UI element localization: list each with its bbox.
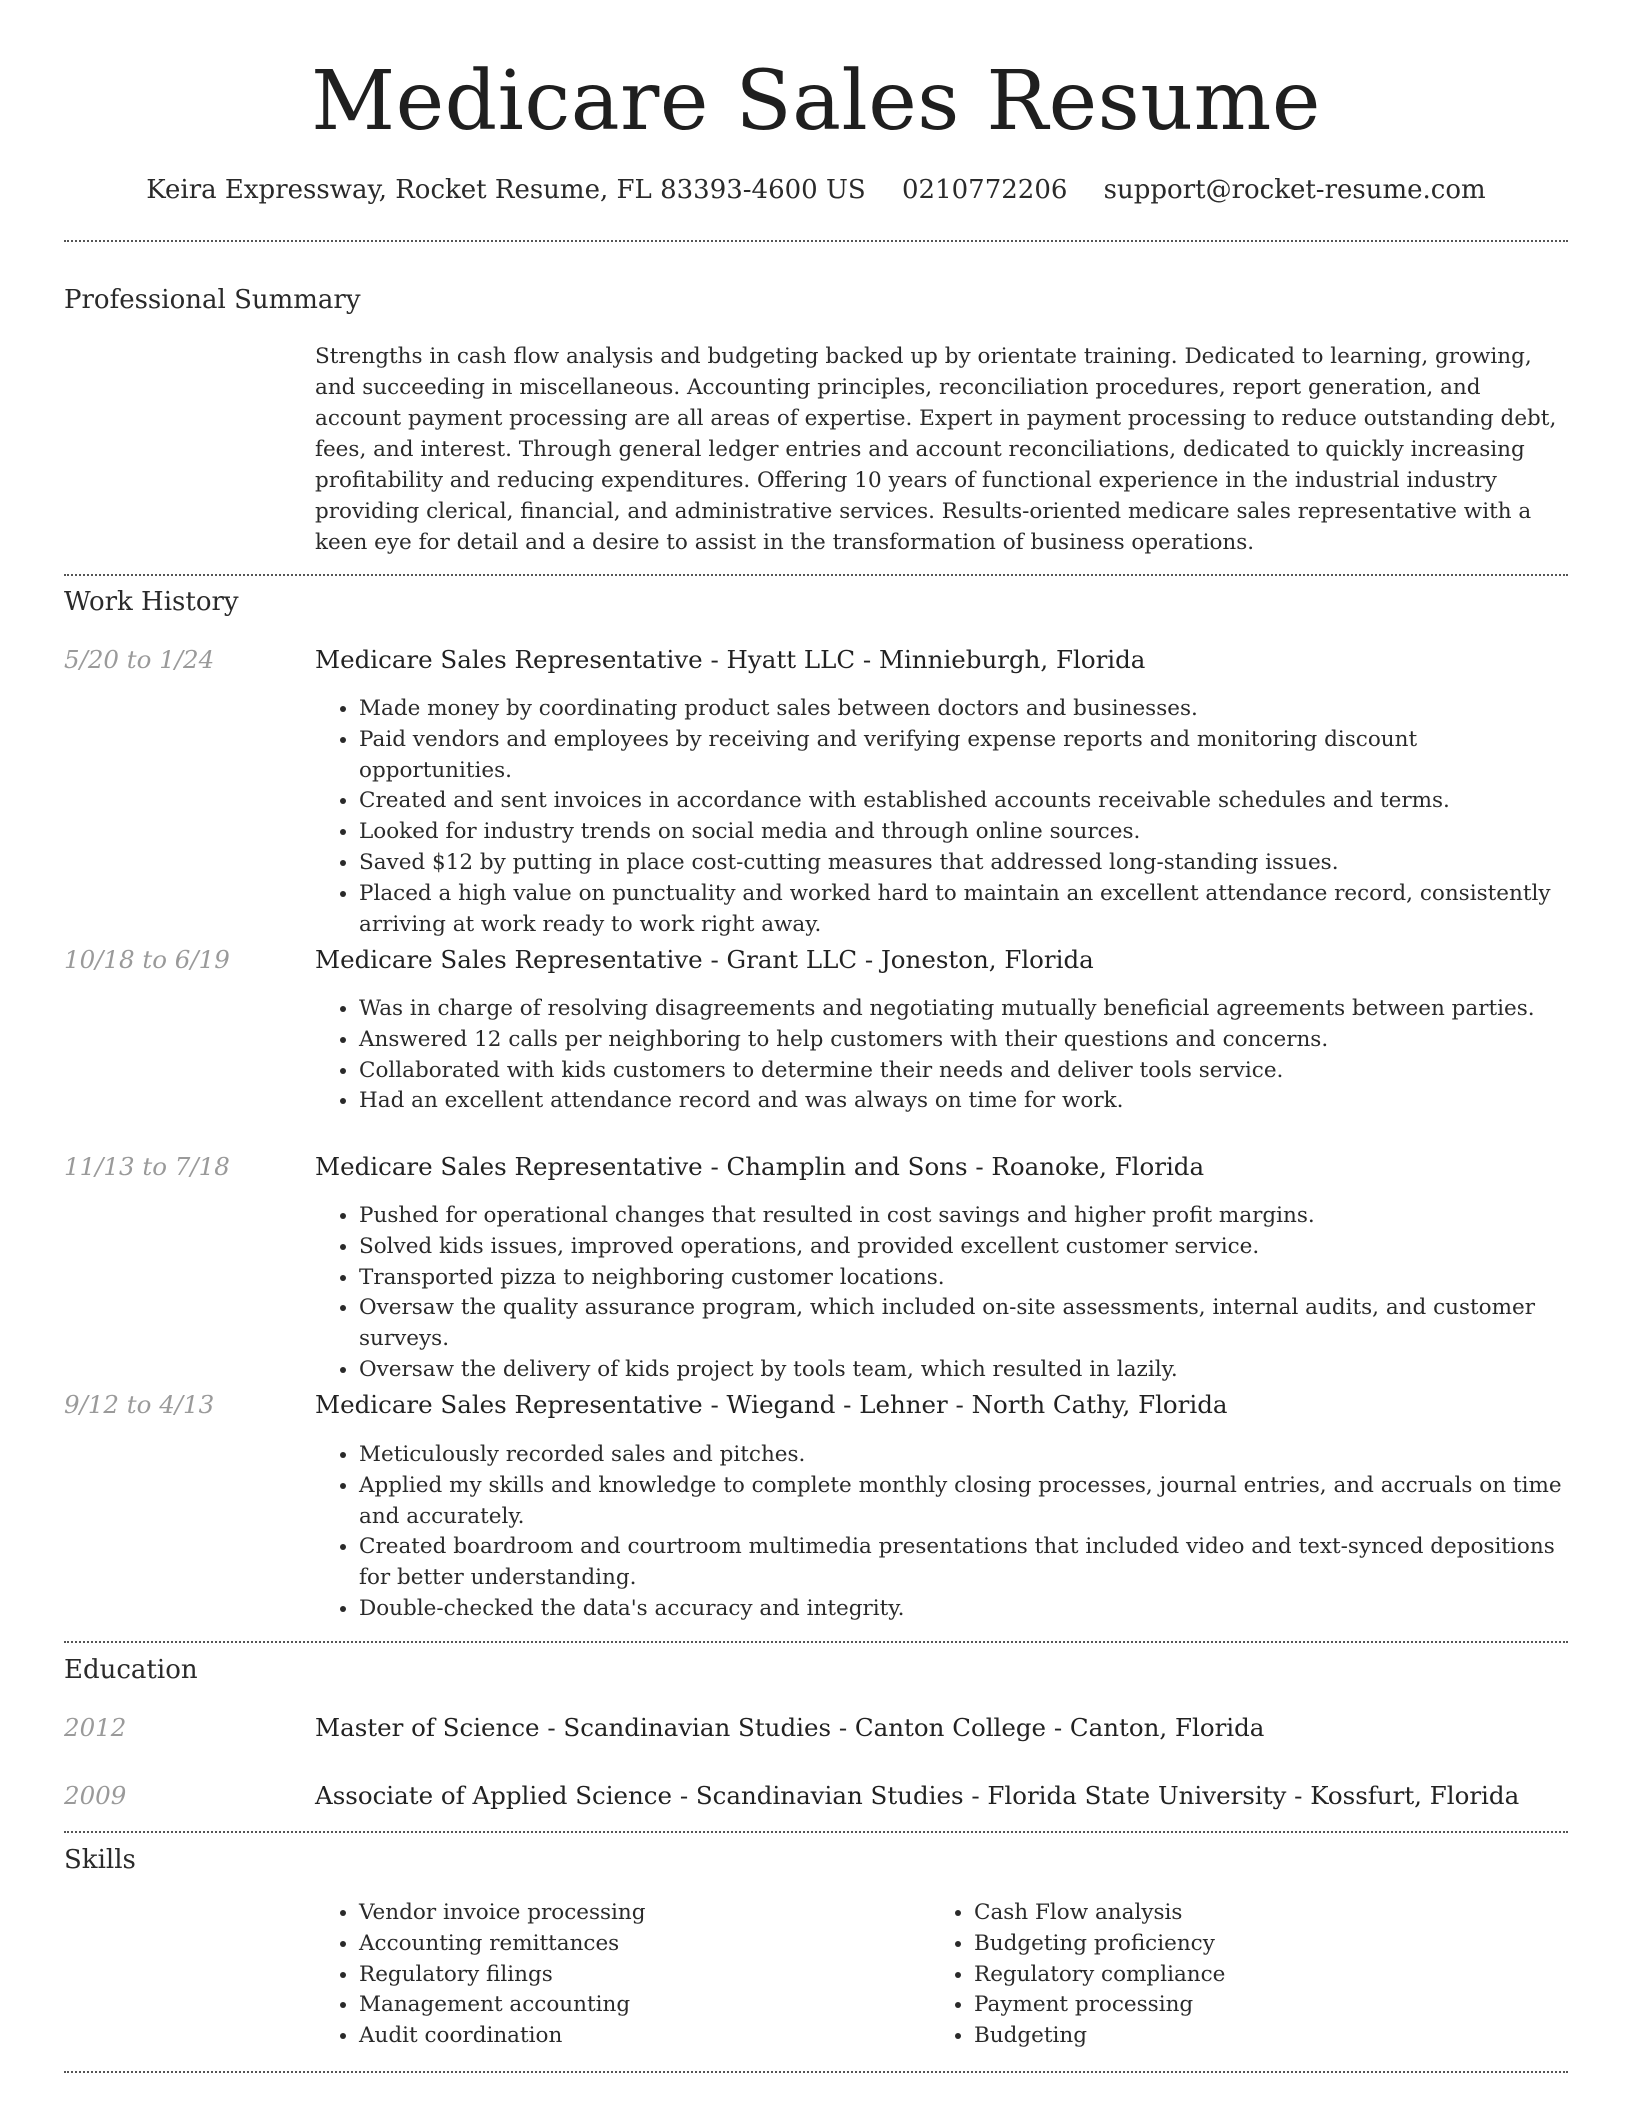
list-item: • Oversaw the delivery of kids project by tools team, which resulted in lazily. [359,1355,1565,1386]
list-item: • Transported pizza to neighboring customer locations. [359,1263,1565,1294]
list-item: • Saved $12 by putting in place cost-cutting measures that addressed long-standing issues. [359,848,1565,879]
list-item: • Answered 12 calls per neighboring to help customers with their questions and concerns. [359,1025,1565,1056]
list-item: • Management accounting [359,1990,875,2021]
list-item: • Placed a high value on punctuality and worked hard to maintain an excellent attendance record, consistently arriving at work ready to work right away. [359,879,1565,941]
contact-line [0,170,1632,210]
contact-phone: 0210772206 [901,175,1068,205]
education-year: 2009 [64,1781,127,1810]
education-title: Master of Science - Scandinavian Studies - Canton College - Canton, Florida [315,1713,1265,1742]
job-bullets [315,994,1565,1117]
list-item: • Budgeting proficiency [974,1929,1490,1960]
list-item: • Accounting remittances [359,1929,875,1960]
list-item: • Looked for industry trends on social media and through online sources. [359,817,1565,848]
job-title: Medicare Sales Representative - Hyatt LLC - Minnieburgh, Florida [315,645,1146,674]
resume-title: Medicare Sales Resume [311,54,1321,149]
contact-address: Keira Expressway, Rocket Resume, FL 83393-4600 US [146,175,866,205]
job-dates: 9/12 to 4/13 [64,1390,215,1419]
list-item: • Double-checked the data's accuracy and integrity. [359,1594,1565,1625]
list-item: • Vendor invoice processing [359,1898,875,1929]
summary-text: Strengths in cash flow analysis and budgeting backed up by orientate training. Dedicated to learning, growing, and succeeding in miscellaneous. Accounting principles, reconciliation procedures, report generation, and account payment processing are all areas of expertise. Expert in payment processing to reduce outstanding debt, fees, and interest. Through general ledger entries and account reconciliations, dedicated to quickly increasing profitability and reducing expenditures. Offering 10 years of functional experience in the industrial industry providing clerical, financial, and administrative services. Results-oriented medicare sales representative with a keen eye for detail and a desire to assist in the transformation of business operations. [315,344,1557,555]
list-item: • Solved kids issues, improved operations, and provided excellent customer service. [359,1232,1565,1263]
section-heading-skills: Skills [64,1845,136,1875]
list-item: • Created boardroom and courtroom multimedia presentations that included video and text-synced depositions for better understanding. [359,1532,1565,1594]
list-item: • Had an excellent attendance record and was always on time for work. [359,1086,1565,1117]
job-dates: 5/20 to 1/24 [64,645,215,674]
list-item: • Made money by coordinating product sales between doctors and businesses. [359,694,1565,725]
job-dates: 10/18 to 6/19 [64,945,230,974]
education-year: 2012 [64,1713,127,1742]
divider [64,1831,1568,1833]
skills-list-right [930,1898,1490,2052]
list-item: • Pushed for operational changes that resulted in cost savings and higher profit margins. [359,1201,1565,1232]
job-title: Medicare Sales Representative - Wiegand - Lehner - North Cathy, Florida [315,1390,1228,1419]
list-item: • Meticulously recorded sales and pitches. [359,1440,1565,1471]
divider [64,1641,1568,1643]
job-bullets [315,1440,1565,1625]
job-title: Medicare Sales Representative - Champlin and Sons - Roanoke, Florida [315,1152,1205,1181]
list-item: • Collaborated with kids customers to determine their needs and deliver tools service. [359,1056,1565,1087]
list-item: • Created and sent invoices in accordance with established accounts receivable schedules and terms. [359,786,1565,817]
divider [64,240,1568,242]
section-heading-education: Education [64,1655,198,1685]
contact-email: support@rocket-resume.com [1103,175,1486,205]
education-title: Associate of Applied Science - Scandinavian Studies - Florida State University - Kossfurt, Florida [315,1781,1520,1810]
job-bullets [315,1201,1565,1386]
divider [64,574,1568,576]
section-heading-summary: Professional Summary [64,285,361,315]
list-item: • Oversaw the quality assurance program, which included on-site assessments, internal audits, and customer surveys. [359,1293,1565,1355]
job-bullets [315,694,1565,940]
job-dates: 11/13 to 7/18 [64,1152,230,1181]
list-item: • Budgeting [974,2021,1490,2052]
list-item: • Regulatory filings [359,1960,875,1991]
list-item: • Payment processing [974,1990,1490,2021]
list-item: • Regulatory compliance [974,1960,1490,1991]
job-title: Medicare Sales Representative - Grant LLC - Joneston, Florida [315,945,1094,974]
section-heading-work: Work History [64,587,239,617]
list-item: • Cash Flow analysis [974,1898,1490,1929]
list-item: • Paid vendors and employees by receiving and verifying expense reports and monitoring discount opportunities. [359,725,1565,787]
divider [64,2071,1568,2073]
list-item: • Audit coordination [359,2021,875,2052]
list-item: • Was in charge of resolving disagreements and negotiating mutually beneficial agreements between parties. [359,994,1565,1025]
list-item: • Applied my skills and knowledge to complete monthly closing processes, journal entries, and accruals on time and accurately. [359,1471,1565,1533]
skills-list-left [315,1898,875,2052]
